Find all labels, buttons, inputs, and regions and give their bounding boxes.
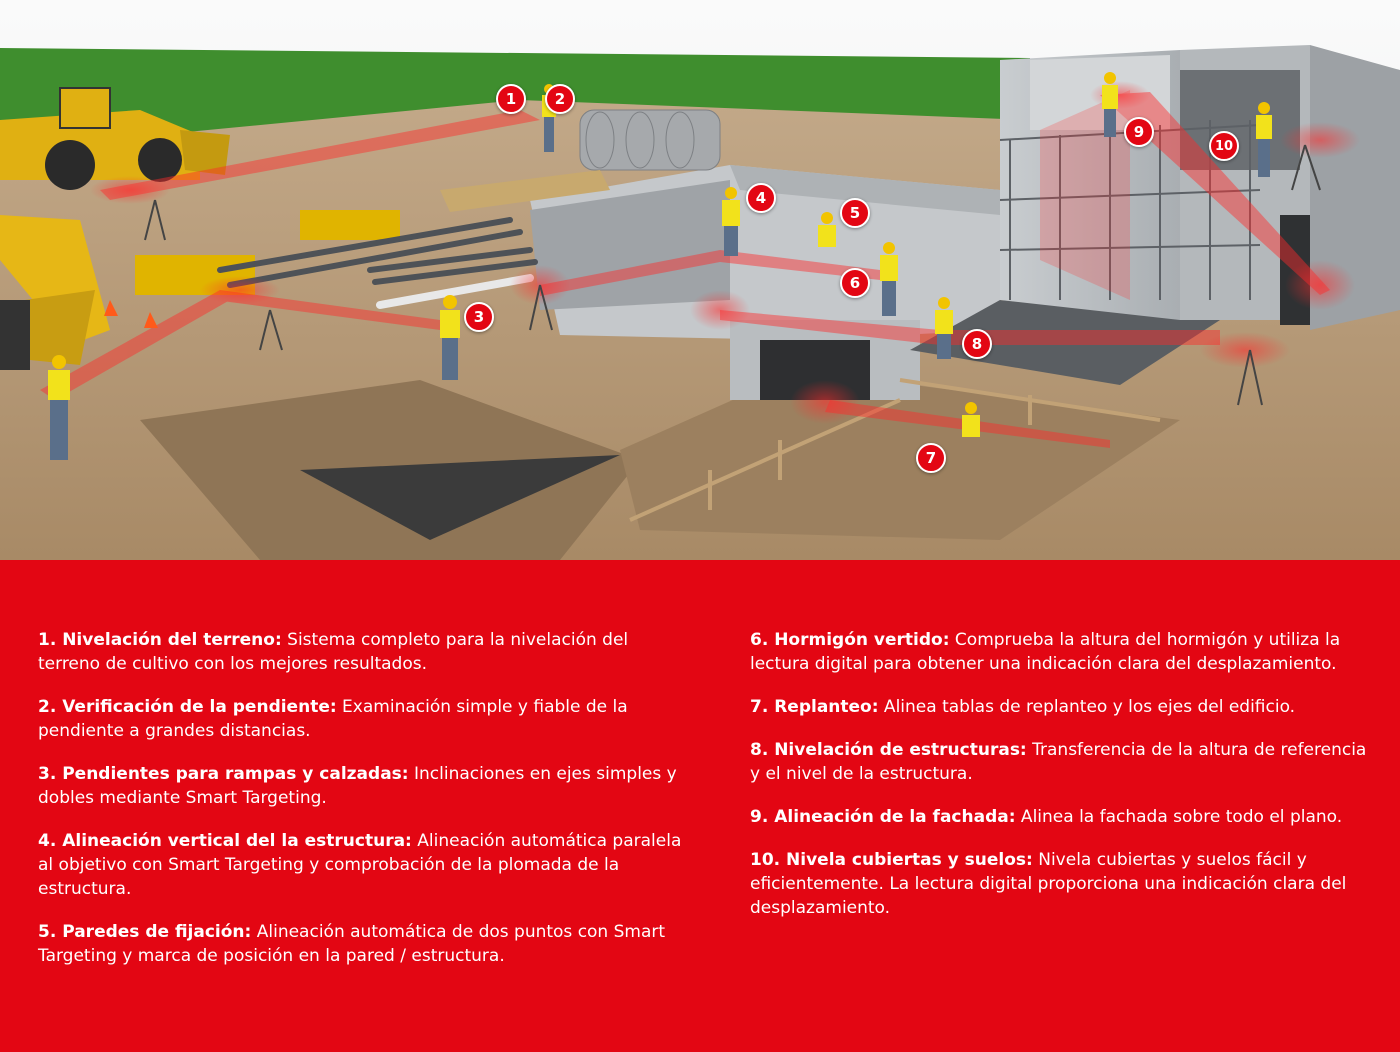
marker-1[interactable]: 1 — [496, 84, 526, 114]
marker-6[interactable]: 6 — [840, 268, 870, 298]
legend-panel — [0, 560, 1400, 1052]
legend-item-title: 4. Alineación vertical del la estructura: — [38, 831, 412, 851]
legend-item-title: 6. Hormigón vertido: — [750, 630, 950, 650]
legend-item-text: Transferencia de la altura de referencia y el nivel de la estructura. — [750, 740, 1367, 784]
legend-item-1 — [38, 628, 688, 676]
legend-item-text: Examinación simple y fiable de la pendiente a grandes distancias. — [38, 697, 628, 741]
legend-item-title: 9. Alineación de la fachada: — [750, 807, 1016, 827]
legend-item-9 — [750, 805, 1370, 829]
legend-item-text: Nivela cubiertas y suelos fácil y eficientemente. La lectura digital proporciona una indicación clara del desplazamiento. — [750, 850, 1347, 918]
legend-item-text: Alineación automática de dos puntos con Smart Targeting y marca de posición en la pared / estructura. — [38, 922, 666, 966]
legend-item-5 — [38, 920, 688, 968]
marker-9[interactable]: 9 — [1124, 117, 1154, 147]
legend-item-title: 8. Nivelación de estructuras: — [750, 740, 1027, 760]
legend-item-10 — [750, 848, 1370, 920]
legend-item-8 — [750, 738, 1370, 786]
legend-item-text: Alineación automática paralela al objetivo con Smart Targeting y comprobación de la plomada de la estructura. — [38, 831, 682, 899]
marker-4[interactable]: 4 — [746, 183, 776, 213]
marker-5[interactable]: 5 — [840, 198, 870, 228]
legend-item-text: Alinea la fachada sobre todo el plano. — [1015, 807, 1343, 827]
legend-item-title: 2. Verificación de la pendiente: — [38, 697, 337, 717]
legend-item-6 — [750, 628, 1370, 676]
legend-column-left — [38, 628, 688, 987]
legend-item-text: Comprueba la altura del hormigón y utiliza la lectura digital para obtener una indicación clara del desplazamiento. — [750, 630, 1341, 674]
legend-column-right — [750, 628, 1370, 939]
concrete-pipes — [580, 110, 720, 170]
legend-item-title: 5. Paredes de fijación: — [38, 922, 252, 942]
legend-item-title: 10. Nivela cubiertas y suelos: — [750, 850, 1033, 870]
legend-item-title: 1. Nivelación del terreno: — [38, 630, 282, 650]
legend-item-title: 7. Replanteo: — [750, 697, 879, 717]
legend-item-text: Inclinaciones en ejes simples y dobles mediante Smart Targeting. — [38, 764, 677, 808]
legend-item-3 — [38, 762, 688, 810]
marker-3[interactable]: 3 — [464, 302, 494, 332]
legend-item-7 — [750, 695, 1370, 719]
marker-2[interactable]: 2 — [545, 84, 575, 114]
legend-item-text: Alinea tablas de replanteo y los ejes del edificio. — [878, 697, 1296, 717]
marker-7[interactable]: 7 — [916, 443, 946, 473]
legend-item-title: 3. Pendientes para rampas y calzadas: — [38, 764, 409, 784]
marker-10[interactable]: 10 — [1209, 131, 1239, 161]
legend-item-4 — [38, 829, 688, 901]
marker-8[interactable]: 8 — [962, 329, 992, 359]
legend-item-2 — [38, 695, 688, 743]
legend-item-text: Sistema completo para la nivelación del terreno de cultivo con los mejores resultados. — [38, 630, 629, 674]
